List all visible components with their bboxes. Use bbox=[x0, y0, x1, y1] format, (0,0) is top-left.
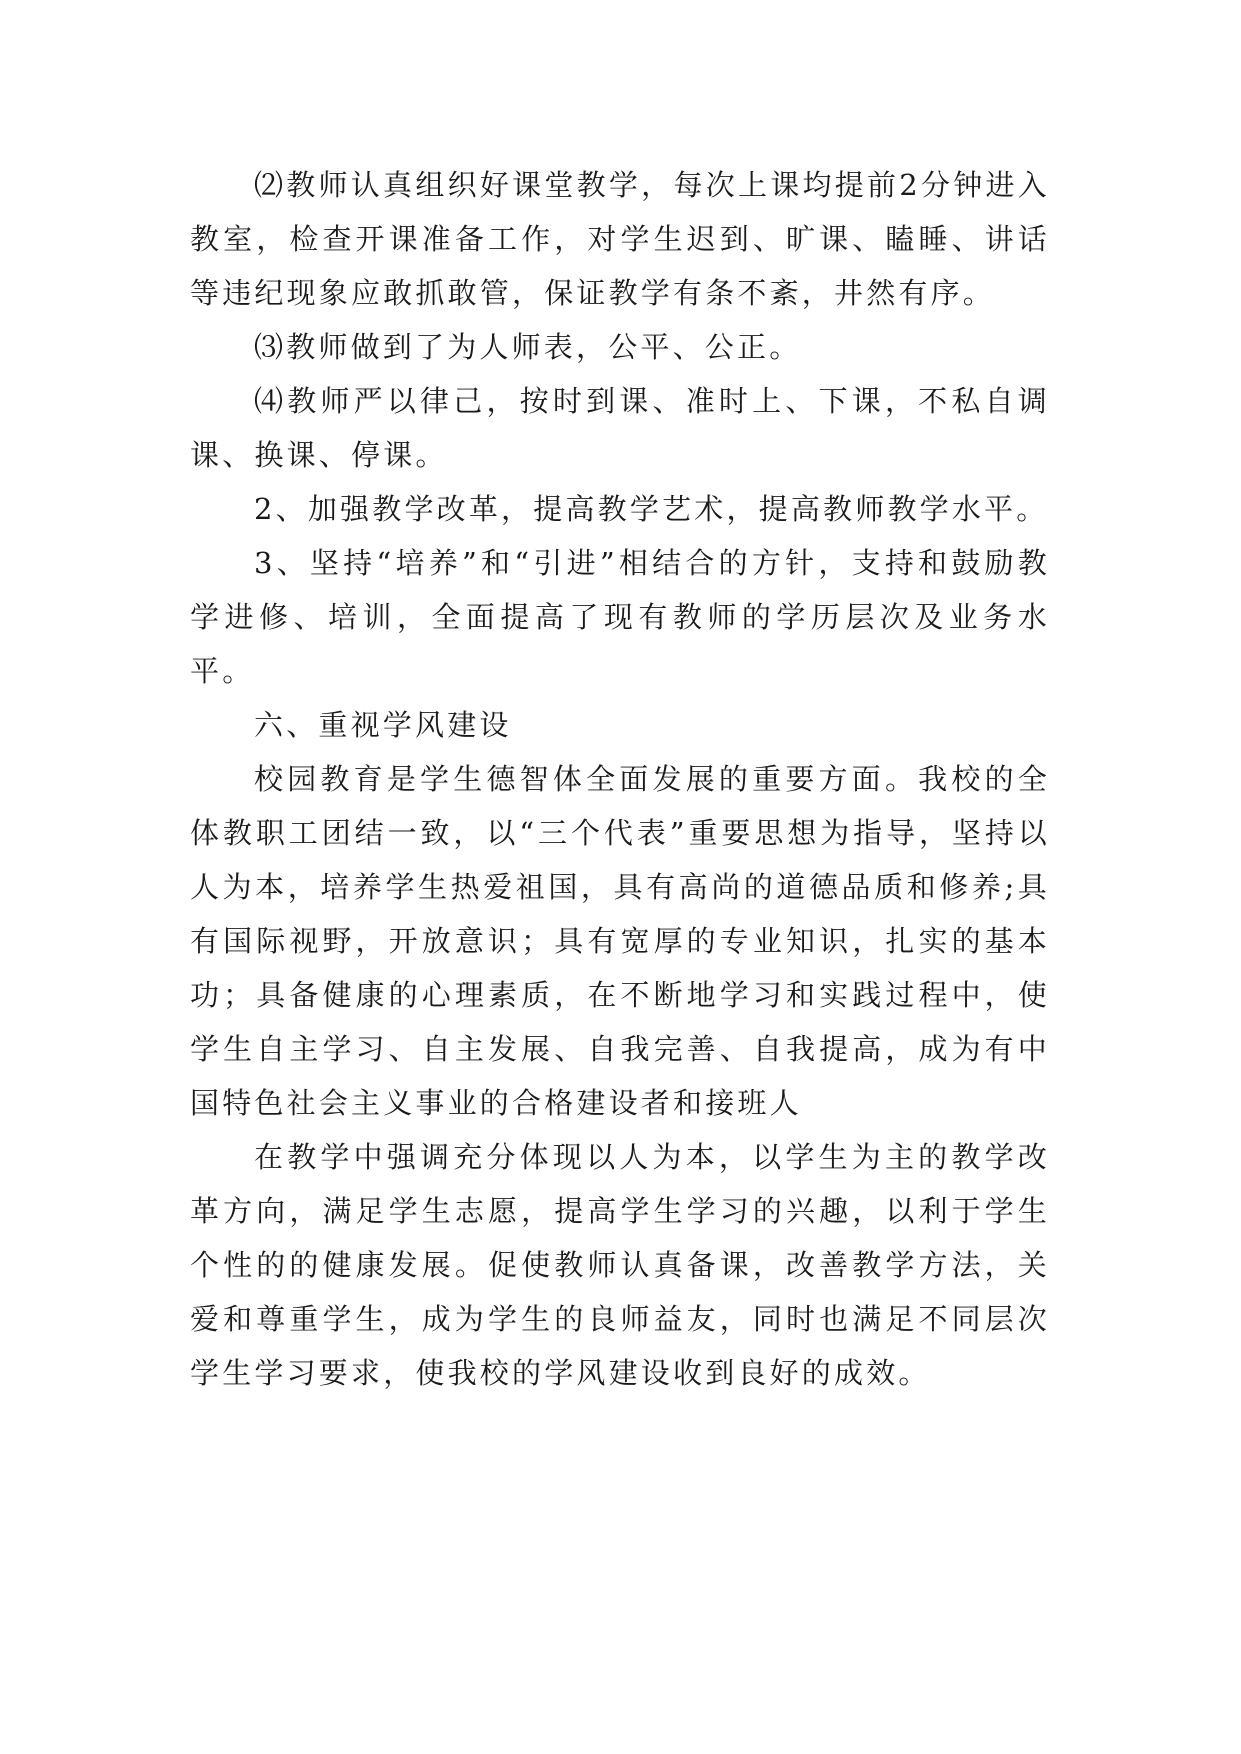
paragraph-training-policy: 3、坚持“培养”和“引进”相结合的方针，支持和鼓励教学进修、培训，全面提高了现有教师的学历层次及业务水平。 bbox=[190, 546, 1050, 688]
paragraph-teaching-reform: 2、加强教学改革，提高教学艺术，提高教师教学水平。 bbox=[254, 492, 1049, 526]
paragraph-teacher-example: ⑶教师做到了为人师表，公平、公正。 bbox=[254, 330, 802, 364]
document-body bbox=[190, 158, 1050, 1400]
section-heading-study-style: 六、重视学风建设 bbox=[254, 708, 512, 742]
paragraph-teaching-direction: 在教学中强调充分体现以人为本，以学生为主的教学改革方向，满足学生志愿，提高学生学习的兴趣，以利于学生个性的的健康发展。促使教师认真备课，改善教学方法，关爱和尊重学生，成为学生的良师益友，同时也满足不同层次学生学习要求，使我校的学风建设收到良好的成效。 bbox=[190, 1140, 1050, 1390]
paragraph-teacher-classroom: ⑵教师认真组织好课堂教学，每次上课均提前2分钟进入教室，检查开课准备工作，对学生迟到、旷课、瞌睡、讲话等违纪现象应敢抓敢管，保证教学有条不紊，井然有序。 bbox=[190, 168, 1050, 310]
paragraph-campus-education: 校园教育是学生德智体全面发展的重要方面。我校的全体教职工团结一致，以“三个代表”重要思想为指导，坚持以人为本，培养学生热爱祖国，具有高尚的道德品质和修养;具有国际视野，开放意识；具有宽厚的专业知识，扎实的基本功；具备健康的心理素质，在不断地学习和实践过程中，使学生自主学习、自主发展、自我完善、自我提高，成为有中国特色社会主义事业的合格建设者和接班人 bbox=[190, 762, 1050, 1120]
paragraph-teacher-discipline: ⑷教师严以律己，按时到课、准时上、下课，不私自调课、换课、停课。 bbox=[190, 384, 1050, 472]
